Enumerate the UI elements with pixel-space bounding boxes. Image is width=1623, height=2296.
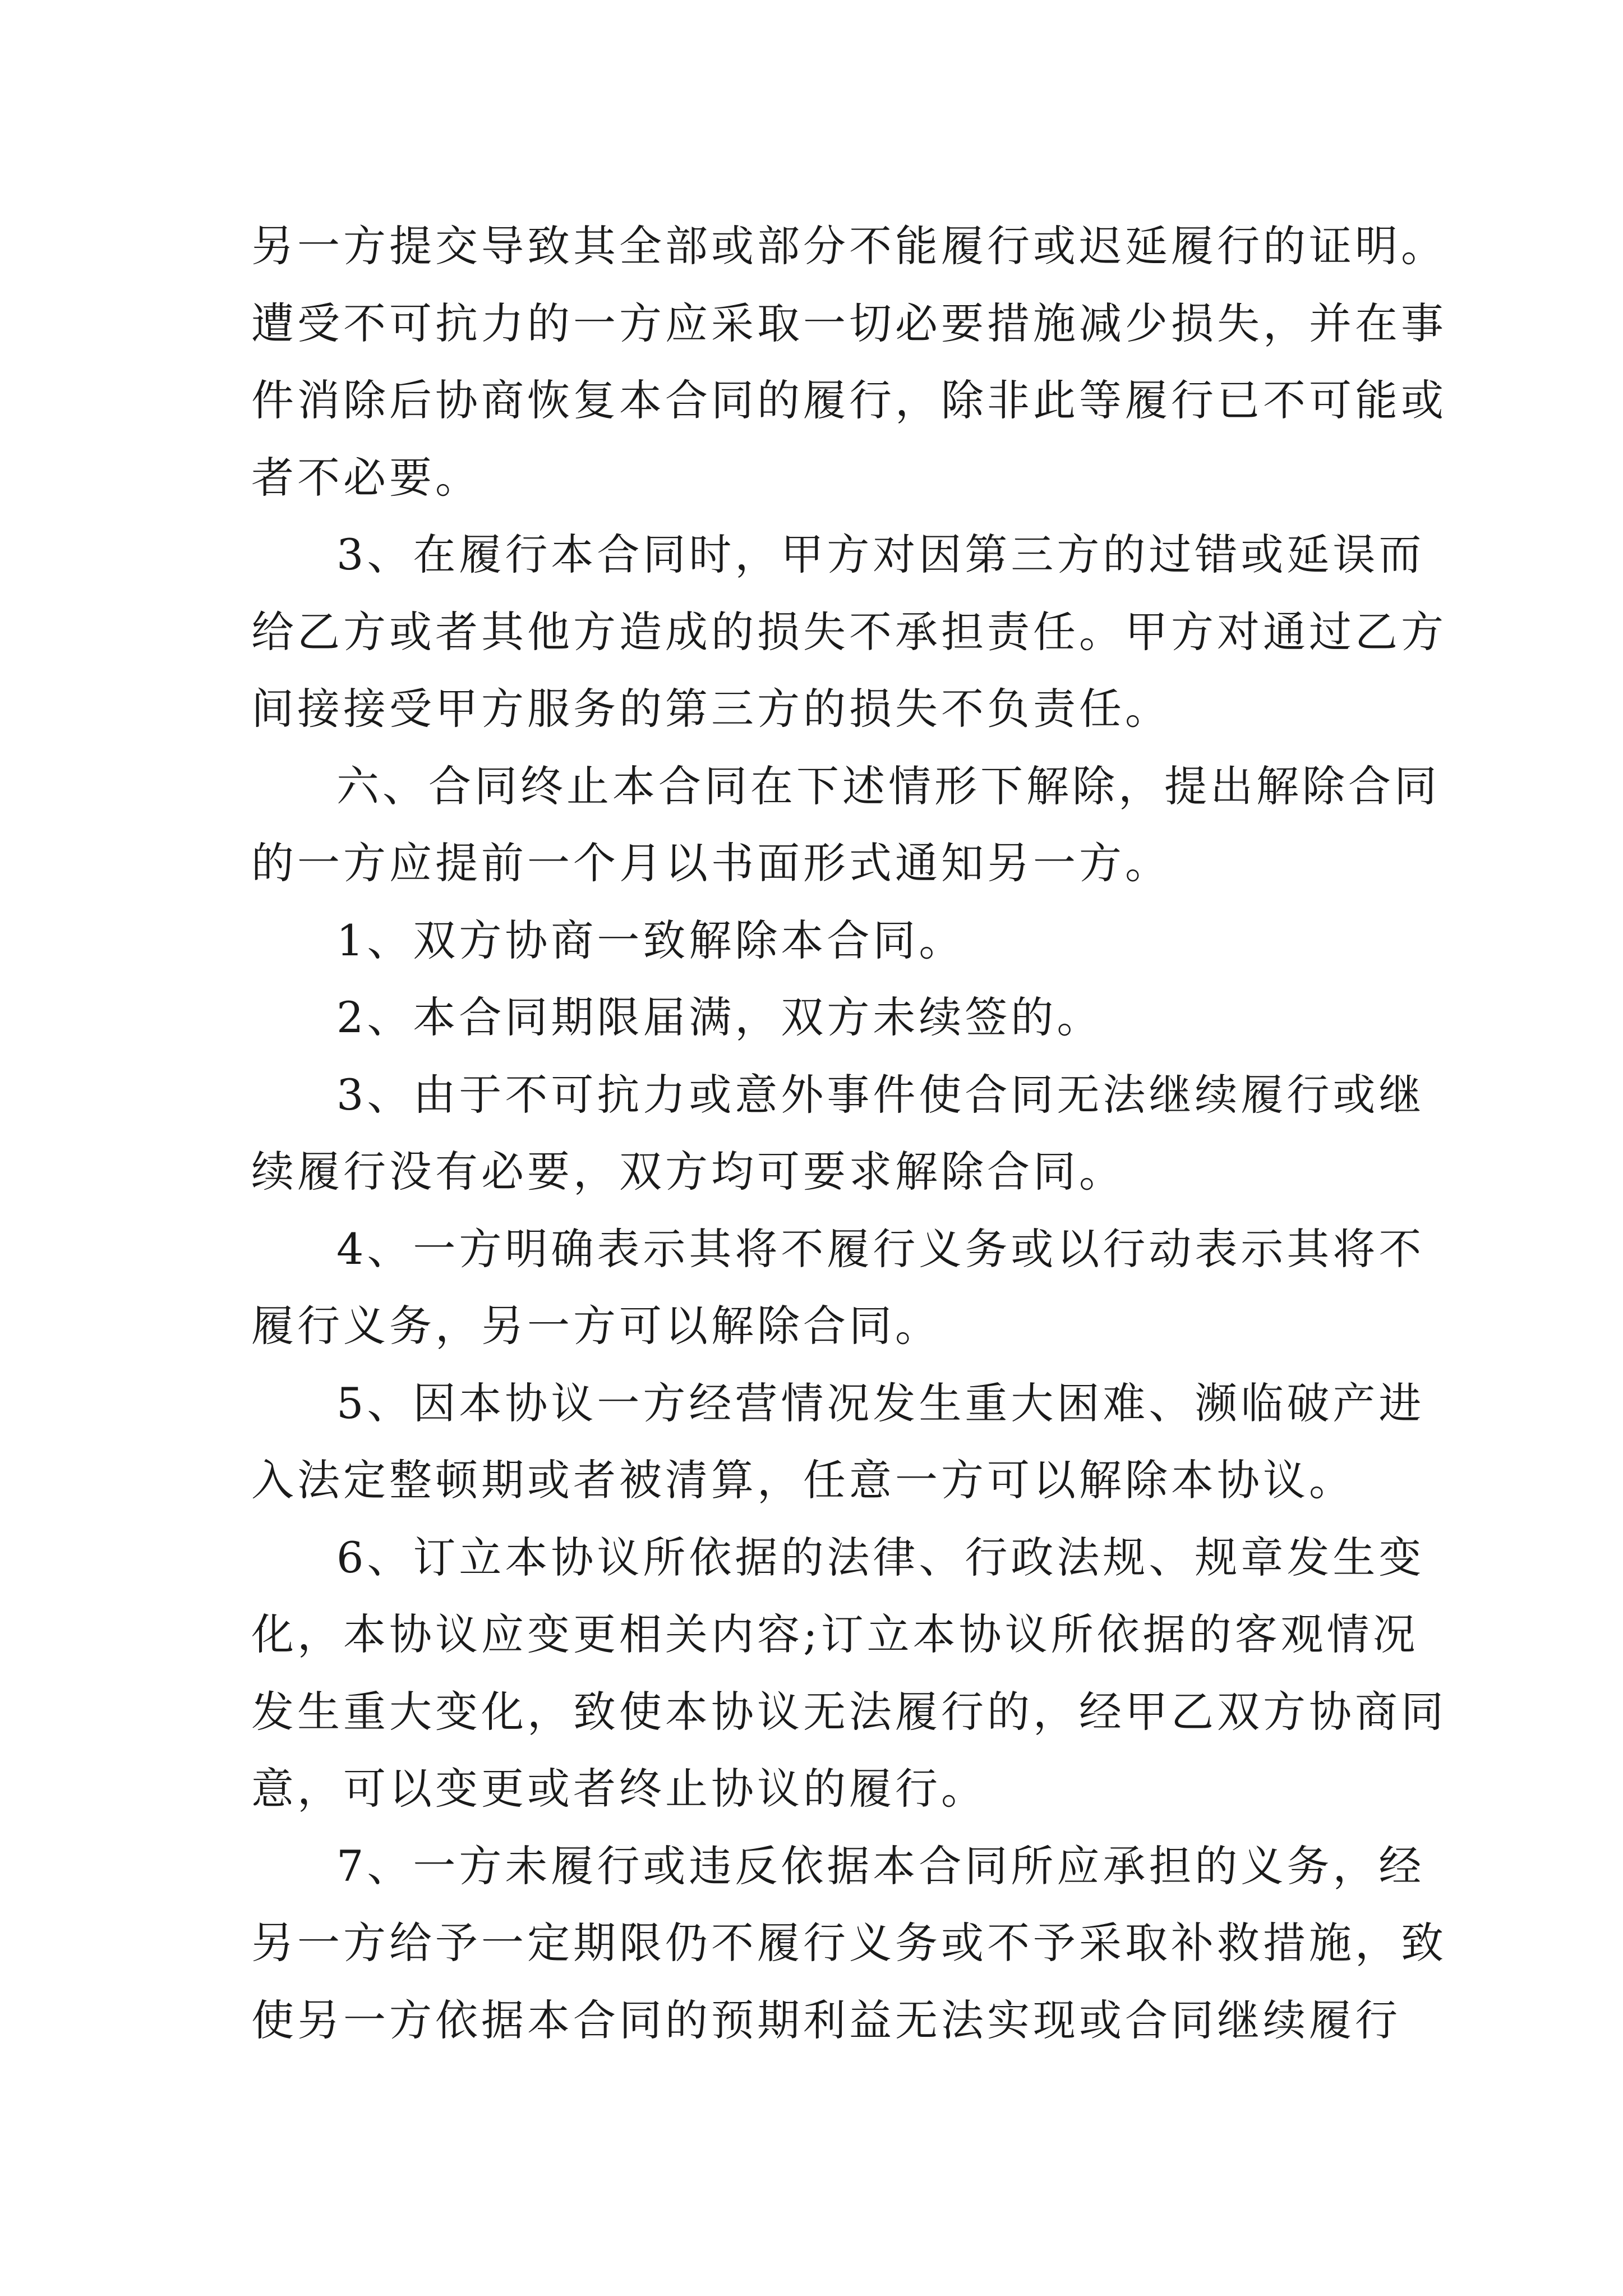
text-line: 履行义务，另一方可以解除合同。 (251, 1301, 941, 1351)
document-body (251, 208, 1447, 2059)
text-line: 六、合同终止本合同在下述情形下解除，提出解除合同 (336, 761, 1440, 811)
text-line: 使另一方依据本合同的预期利益无法实现或合同继续履行 (251, 1995, 1401, 2045)
text-line: 间接接受甲方服务的第三方的损失不负责任。 (251, 684, 1171, 734)
text-line: 3、由于不可抗力或意外事件使合同无法继续履行或继 (336, 1069, 1425, 1120)
text-line: 3、在履行本合同时，甲方对因第三方的过错或延误而 (336, 530, 1425, 579)
text-line: 件消除后协商恢复本合同的履行，除非此等履行已不可能或 (251, 375, 1447, 425)
text-line: 6、订立本协议所依据的法律、行政法规、规章发生变 (336, 1532, 1425, 1582)
text-line: 给乙方或者其他方造成的损失不承担责任。甲方对通过乙方 (251, 606, 1447, 657)
text-line: 发生重大变化，致使本协议无法履行的，经甲乙双方协商同 (251, 1686, 1447, 1737)
text-line: 遭受不可抗力的一方应采取一切必要措施减少损失，并在事 (251, 298, 1447, 348)
text-line: 另一方给予一定期限仍不履行义务或不予采取补救措施，致 (251, 1918, 1447, 1968)
text-line: 化，本协议应变更相关内容;订立本协议所依据的客观情况 (251, 1609, 1419, 1659)
text-line: 续履行没有必要，双方均可要求解除合同。 (251, 1147, 1125, 1197)
text-line: 7、一方未履行或违反依据本合同所应承担的义务，经 (336, 1841, 1425, 1891)
text-line: 2、本合同期限届满，双方未续签的。 (336, 992, 1103, 1042)
text-line: 入法定整顿期或者被清算，任意一方可以解除本协议。 (251, 1455, 1355, 1505)
text-line: 者不必要。 (251, 452, 481, 503)
text-line: 4、一方明确表示其将不履行义务或以行动表示其将不 (336, 1223, 1425, 1274)
text-line: 另一方提交导致其全部或部分不能履行或迟延履行的证明。 (251, 221, 1447, 271)
text-line: 5、因本协议一方经营情况发生重大困难、濒临破产进 (336, 1378, 1425, 1428)
text-line: 1、双方协商一致解除本合同。 (336, 915, 965, 965)
text-line: 意，可以变更或者终止协议的履行。 (251, 1764, 987, 1814)
text-line: 的一方应提前一个月以书面形式通知另一方。 (251, 838, 1171, 888)
